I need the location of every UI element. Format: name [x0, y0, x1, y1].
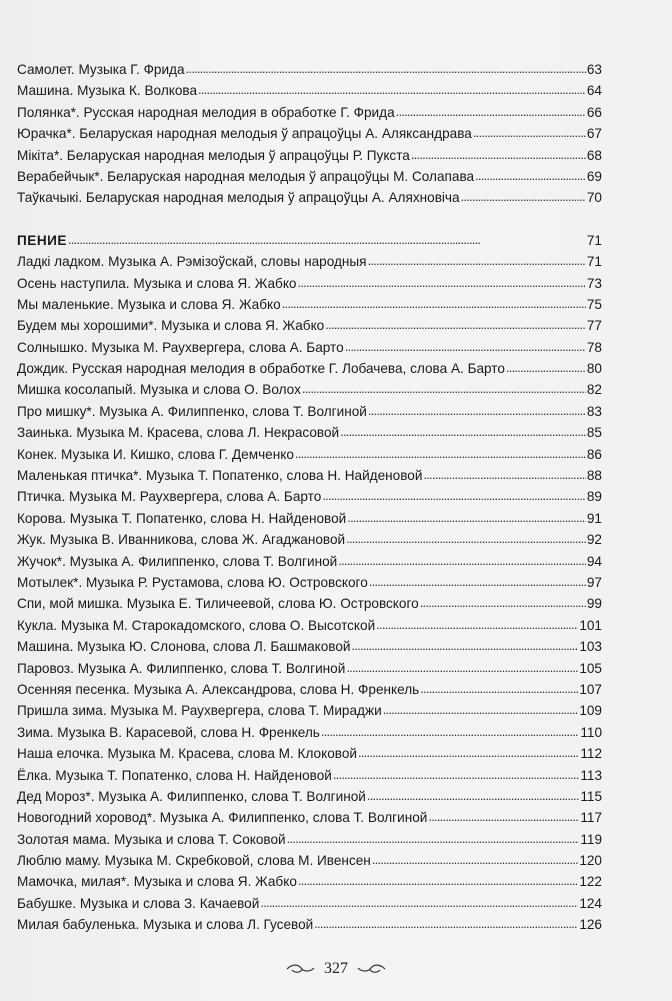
toc-entry	[17, 508, 602, 529]
toc-entry-page: 101	[579, 617, 602, 633]
toc-entry-title: Юрачка*. Беларуская народная мелодыя ў апрацоўцы А. Аляксандрава	[17, 126, 472, 142]
toc-entry	[17, 593, 602, 614]
dot-leader	[325, 314, 586, 335]
toc-entry-title: Корова. Музыка Т. Попатенко, слова Н. Найденовой	[17, 510, 347, 526]
toc-entry-page: 68	[586, 147, 602, 163]
toc-entry-page: 73	[586, 275, 602, 291]
dot-leader	[295, 443, 586, 464]
toc-entry	[17, 59, 602, 80]
toc-entry-page: 67	[586, 126, 602, 142]
toc-entry-title: Паровоз. Музыка А. Филиппенко, слова Т. Волгиной	[17, 660, 346, 676]
toc-entry-page: 70	[586, 190, 602, 206]
dot-leader	[287, 828, 580, 849]
toc-entry	[17, 422, 602, 443]
toc-entry-page: 119	[580, 831, 602, 847]
toc-entry	[17, 529, 602, 550]
toc-group-singing	[17, 230, 602, 936]
toc-entry-page: 89	[586, 489, 602, 505]
toc-entry-page: 83	[586, 403, 602, 419]
toc-entry-title: Ладкі ладком. Музыка А. Рэмізоўскай, словы народныя	[17, 254, 367, 270]
toc-entry	[17, 679, 602, 700]
toc-entry-title: Заинька. Музыка М. Красева, слова Л. Некрасовой	[17, 425, 340, 441]
toc-entry-page: 110	[580, 724, 602, 740]
dot-leader	[322, 485, 586, 506]
toc-entry-page: 82	[586, 382, 602, 398]
toc-entry	[17, 401, 602, 422]
toc-entry-title: Таўкачыкі. Беларуская народная мелодыя ў апрацоўцы А. Аляхновіча	[17, 190, 460, 206]
dot-leader	[346, 657, 578, 678]
toc-entry-page: 105	[579, 660, 602, 676]
toc-entry-title: Самолет. Музыка Г. Фрида	[17, 62, 185, 77]
dot-leader	[260, 892, 578, 913]
toc-entry-title: Пришла зима. Музыка М. Раухвергера, слова Т. Мираджи	[17, 703, 382, 719]
toc-entry-title: Осенняя песенка. Музыка А. Александрова, слова Н. Френкель	[17, 681, 420, 697]
toc-entry-page: 97	[586, 574, 602, 590]
flourish-left-icon	[286, 963, 316, 975]
toc-entry-page: 77	[586, 318, 602, 334]
toc-entry	[17, 871, 602, 892]
toc-entry	[17, 636, 602, 657]
toc-entry-title: Мотылек*. Музыка Р. Рустамова, слова Ю. Островского	[17, 574, 368, 590]
toc-entry	[17, 444, 602, 465]
dot-leader	[333, 764, 579, 785]
dot-leader	[321, 721, 579, 742]
page-number: 327	[324, 960, 348, 977]
toc-entry-page: 120	[579, 853, 602, 869]
dot-leader	[358, 742, 579, 763]
section-page-number: 71	[586, 232, 602, 248]
toc-entry-title: Машина. Музыка К. Волкова	[17, 83, 198, 99]
toc-entry-title: Дед Мороз*. Музыка А. Филиппенко, слова Т. Волгиной	[17, 788, 366, 804]
toc-entry-page: 86	[586, 446, 602, 462]
dot-leader	[302, 378, 586, 399]
dot-leader	[376, 614, 578, 635]
toc-entry	[17, 337, 602, 358]
toc-entry-title: Птичка. Музыка М. Раухвергера, слова А. Барто	[17, 489, 322, 505]
toc-entry-title: Мікіта*. Беларуская народная мелодыя ў апрацоўцы Р. Пукста	[17, 147, 410, 163]
toc-entry-title: Бабушке. Музыка и слова З. Качаевой	[17, 895, 260, 911]
toc-entry-title: Зима. Музыка В. Карасевой, слова Н. Френкель	[17, 724, 320, 740]
dot-leader	[475, 165, 586, 186]
toc-entry-title: Машина. Музыка Ю. Слонова, слова Л. Башмаковой	[17, 639, 351, 655]
toc-entry-title: Про мишку*. Музыка А. Филиппенко, слова Т. Волгиной	[17, 403, 367, 419]
toc-entry-title: Дождик. Русская народная мелодия в обработке Г. Лобачева, слова А. Барто	[17, 361, 505, 377]
toc-section-heading	[17, 230, 602, 251]
dot-leader	[372, 849, 579, 870]
toc-entry-page: 115	[580, 788, 602, 804]
toc-entry-page: 112	[580, 746, 602, 762]
dot-leader	[198, 79, 586, 100]
toc-entry	[17, 315, 602, 336]
toc-entry-title: Золотая мама. Музыка и слова Т. Соковой	[17, 831, 286, 847]
toc-entry-page: 80	[586, 361, 602, 377]
dot-leader	[461, 186, 586, 207]
toc-entry-page: 92	[586, 532, 602, 548]
toc-entry-page: 94	[586, 553, 602, 569]
toc-entry-title: Наша елочка. Музыка М. Красева, слова М. Клоковой	[17, 746, 358, 762]
toc-entry-page: 109	[579, 703, 602, 719]
toc-entry-page: 78	[586, 339, 602, 355]
toc-entry	[17, 486, 602, 507]
toc-entry	[17, 829, 602, 850]
toc-entry	[17, 850, 602, 871]
table-of-contents	[17, 59, 602, 936]
toc-entry-page: 71	[586, 254, 602, 270]
toc-entry-title: Верабейчык*. Беларуская народная мелодыя ў апрацоўцы М. Солапава	[17, 168, 475, 184]
toc-entry	[17, 615, 602, 636]
dot-leader	[420, 592, 586, 613]
toc-entry-page: 85	[586, 425, 602, 441]
toc-entry-title: Мы маленькие. Музыка и слова Я. Жабко	[17, 296, 281, 312]
toc-entry-title: Кукла. Музыка М. Старокадомского, слова О. Высотской	[17, 617, 376, 633]
toc-entry-title: Маленькая птичка*. Музыка Т. Попатенко, слова Н. Найденовой	[17, 468, 423, 484]
toc-entry-page: 122	[579, 874, 602, 890]
toc-entry-title: Полянка*. Русская народная мелодия в обработке Г. Фрида	[17, 104, 395, 120]
toc-entry-page: 126	[579, 917, 602, 933]
toc-entry	[17, 465, 602, 486]
toc-entry	[17, 914, 602, 935]
toc-entry-title: Солнышко. Музыка М. Раухвергера, слова А. Барто	[17, 339, 344, 355]
dot-leader	[506, 357, 586, 378]
toc-entry-title: Спи, мой мишка. Музыка Е. Тиличеевой, слова Ю. Островского	[17, 596, 419, 612]
dot-leader	[367, 785, 579, 806]
toc-entry-page: 103	[579, 639, 602, 655]
toc-entry-page: 66	[586, 104, 602, 120]
toc-entry	[17, 294, 602, 315]
toc-entry-title: Мамочка, милая*. Музыка и слова Я. Жабко	[17, 874, 297, 890]
dot-leader	[383, 699, 579, 720]
toc-entry	[17, 123, 602, 144]
toc-entry-page: 64	[586, 83, 602, 99]
toc-entry-page: 124	[579, 895, 602, 911]
toc-entry-page: 69	[586, 168, 602, 184]
toc-entry	[17, 379, 602, 400]
toc-entry-title: Жучок*. Музыка А. Филиппенко, слова Т. Волгиной	[17, 553, 338, 569]
dot-leader	[298, 870, 578, 891]
dot-leader	[368, 250, 586, 271]
toc-group-movement	[17, 59, 602, 209]
toc-entry	[17, 187, 602, 208]
toc-entry	[17, 251, 602, 272]
dot-leader	[68, 229, 586, 250]
dot-leader	[345, 336, 586, 357]
toc-entry	[17, 102, 602, 123]
dot-leader	[298, 272, 586, 293]
dot-leader	[282, 293, 586, 314]
flourish-right-icon	[356, 963, 386, 975]
toc-entry	[17, 700, 602, 721]
dot-leader	[420, 678, 578, 699]
dot-leader	[347, 507, 586, 528]
toc-entry-title: Ёлка. Музыка Т. Попатенко, слова Н. Найденовой	[17, 767, 332, 783]
toc-entry-title: Люблю маму. Музыка М. Скребковой, слова М. Ивенсен	[17, 853, 371, 869]
toc-entry	[17, 572, 602, 593]
dot-leader	[368, 400, 586, 421]
toc-entry	[17, 893, 602, 914]
toc-entry-title: Будем мы хорошими*. Музыка и слова Я. Жабко	[17, 318, 325, 334]
toc-entry	[17, 807, 602, 828]
toc-entry-title: Жук. Музыка В. Иванникова, слова Ж. Агаджановой	[17, 532, 346, 548]
toc-entry-page: 107	[579, 681, 602, 697]
dot-leader	[186, 58, 586, 79]
toc-entry-title: Конек. Музыка И. Кишко, слова Г. Демченко	[17, 446, 294, 462]
dot-leader	[340, 421, 586, 442]
toc-entry-page: 113	[580, 767, 602, 783]
dot-leader	[473, 122, 586, 143]
toc-entry-page: 117	[580, 810, 602, 826]
dot-leader	[369, 571, 586, 592]
dot-leader	[428, 806, 579, 827]
dot-leader	[338, 550, 586, 571]
section-title: ПЕНИЕ	[17, 232, 67, 248]
toc-entry	[17, 80, 602, 101]
toc-entry	[17, 166, 602, 187]
page-footer	[0, 957, 672, 981]
toc-entry	[17, 145, 602, 166]
dot-leader	[346, 528, 586, 549]
toc-entry-page: 63	[586, 62, 602, 77]
toc-entry	[17, 358, 602, 379]
toc-entry	[17, 786, 602, 807]
toc-entry-title: Новогодний хоровод*. Музыка А. Филиппенко, слова Т. Волгиной	[17, 810, 428, 826]
toc-entry-title: Осень наступила. Музыка и слова Я. Жабко	[17, 275, 297, 291]
toc-entry	[17, 551, 602, 572]
toc-entry-title: Милая бабуленька. Музыка и слова Л. Гусевой	[17, 917, 314, 933]
toc-entry	[17, 722, 602, 743]
dot-leader	[396, 101, 586, 122]
toc-entry	[17, 658, 602, 679]
toc-entry	[17, 743, 602, 764]
toc-entry-page: 99	[586, 596, 602, 612]
dot-leader	[423, 464, 585, 485]
toc-entry	[17, 273, 602, 294]
toc-entry-page: 88	[586, 468, 602, 484]
toc-entry-page: 91	[586, 510, 602, 526]
toc-entry-title: Мишка косолапый. Музыка и слова О. Волох	[17, 382, 301, 398]
dot-leader	[314, 913, 578, 934]
toc-entry-page: 75	[586, 296, 602, 312]
dot-leader	[352, 635, 579, 656]
dot-leader	[411, 144, 586, 165]
toc-entry	[17, 765, 602, 786]
